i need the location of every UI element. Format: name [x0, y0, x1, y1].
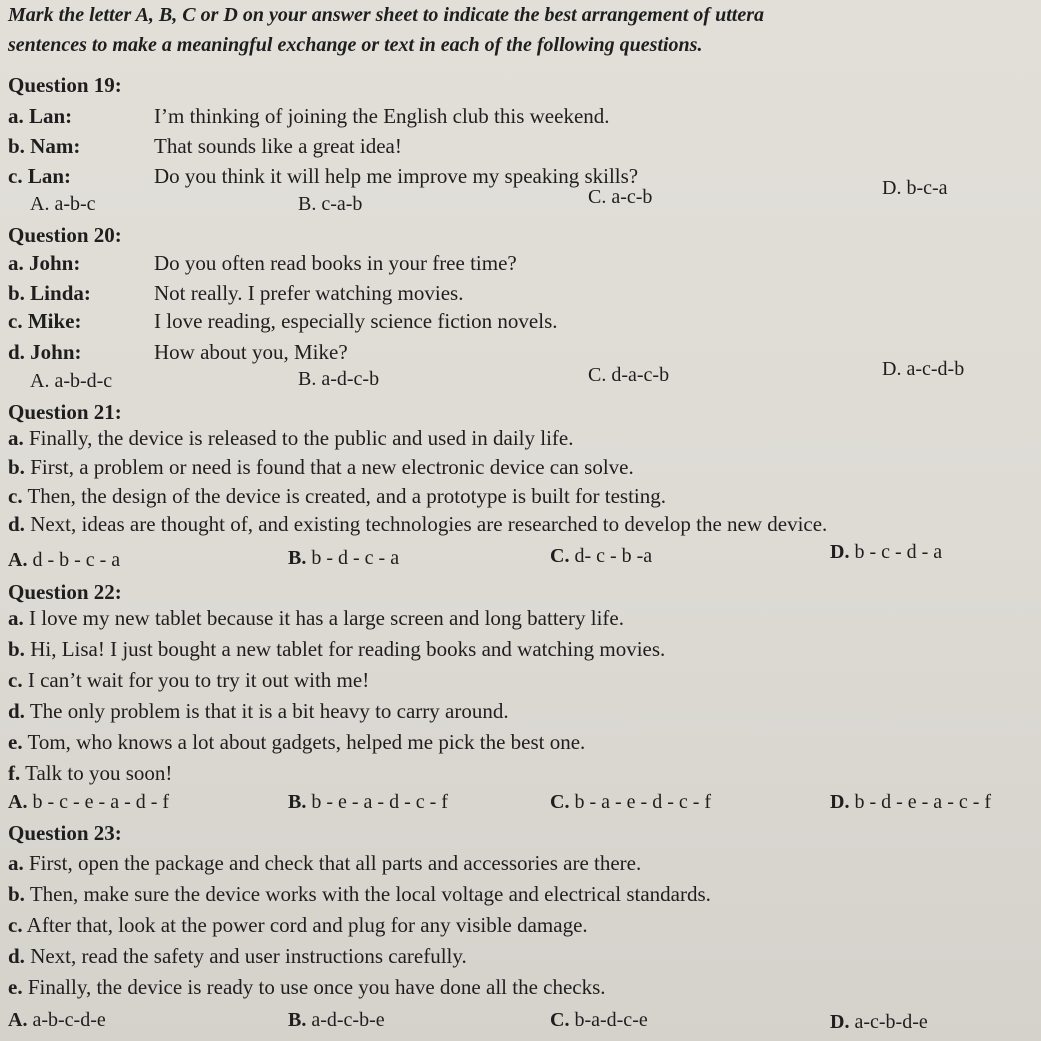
- option-c[interactable]: [550, 543, 652, 569]
- question-20-heading: Question 20:: [8, 223, 122, 247]
- option-a[interactable]: [8, 547, 120, 573]
- question-21-heading: Question 21:: [8, 400, 122, 424]
- option-text: b - c - d - a: [854, 541, 943, 563]
- item-letter: b.: [8, 882, 25, 906]
- list-item: [8, 974, 606, 1000]
- dialogue-line: [8, 163, 638, 189]
- option-a[interactable]: [8, 789, 169, 815]
- option-letter: B.: [298, 368, 317, 390]
- item-letter: e.: [8, 975, 23, 999]
- dialogue-text: I love reading, especially science fiction novels.: [154, 309, 558, 333]
- option-text: a-b-c: [54, 193, 96, 215]
- list-item: [8, 636, 665, 662]
- item-letter: b.: [8, 637, 25, 661]
- dialogue-text: Not really. I prefer watching movies.: [154, 281, 464, 305]
- instruction-line-1: Mark the letter A, B, C or D on your answer sheet to indicate the best arrangement of uttera: [8, 4, 764, 26]
- option-a[interactable]: [8, 1007, 106, 1033]
- item-letter: c.: [8, 913, 23, 937]
- list-item: [8, 729, 585, 755]
- item-letter: d.: [8, 699, 25, 723]
- option-a[interactable]: [30, 191, 96, 217]
- item-text: Finally, the device is released to the public and used in daily life.: [29, 426, 574, 450]
- option-b[interactable]: [298, 366, 379, 392]
- option-b[interactable]: [298, 191, 362, 217]
- item-text: Then, the design of the device is created, and a prototype is built for testing.: [27, 484, 667, 508]
- option-d[interactable]: [882, 175, 948, 201]
- option-d[interactable]: [830, 1009, 928, 1035]
- list-item: [8, 912, 588, 938]
- list-item: [8, 605, 624, 631]
- option-letter: C.: [550, 1009, 570, 1031]
- option-text: a-b-d-c: [54, 370, 113, 392]
- list-item: [8, 511, 827, 537]
- dialogue-line: [8, 103, 610, 129]
- option-c[interactable]: [550, 1007, 648, 1033]
- option-text: a-c-b: [611, 186, 653, 208]
- dialogue-text: That sounds like a great idea!: [154, 134, 402, 158]
- dialogue-text: Do you often read books in your free time?: [154, 251, 517, 275]
- item-text: Hi, Lisa! I just bought a new tablet for reading books and watching movies.: [30, 637, 666, 661]
- item-letter: c.: [8, 484, 23, 508]
- item-letter: a.: [8, 426, 24, 450]
- item-text: Then, make sure the device works with the local voltage and electrical standards.: [29, 882, 711, 906]
- item-letter: b.: [8, 455, 25, 479]
- option-c[interactable]: [588, 184, 652, 210]
- list-item: [8, 698, 509, 724]
- list-item: [8, 483, 666, 509]
- option-letter: B.: [288, 791, 307, 813]
- item-text: I can’t wait for you to try it out with me!: [27, 668, 370, 692]
- option-text: d - b - c - a: [32, 549, 121, 571]
- option-letter: A.: [30, 370, 50, 392]
- item-letter: c.: [8, 668, 23, 692]
- item-text: After that, look at the power cord and plug for any visible damage.: [26, 913, 588, 937]
- list-item: [8, 667, 369, 693]
- list-item: [8, 943, 467, 969]
- item-text: Next, ideas are thought of, and existing technologies are researched to develop the new device.: [30, 512, 828, 536]
- list-item: [8, 881, 711, 907]
- option-a[interactable]: [30, 368, 112, 394]
- option-letter: C.: [550, 545, 570, 567]
- option-text: d-a-c-b: [611, 364, 670, 386]
- item-text: Talk to you soon!: [25, 761, 173, 785]
- option-b[interactable]: [288, 789, 448, 815]
- option-letter: D.: [882, 177, 902, 199]
- question-19-heading: Question 19:: [8, 73, 122, 97]
- instruction-line-2: sentences to make a meaningful exchange or text in each of the following questions.: [8, 34, 703, 56]
- option-letter: D.: [830, 1011, 850, 1033]
- option-text: b - d - e - a - c - f: [854, 791, 992, 813]
- option-letter: A.: [8, 549, 28, 571]
- speaker-label: a. John:: [8, 251, 81, 275]
- option-text: a-c-b-d-e: [854, 1011, 928, 1033]
- item-text: Next, read the safety and user instructions carefully.: [30, 944, 467, 968]
- option-letter: B.: [298, 193, 317, 215]
- speaker-label: c. Lan:: [8, 164, 71, 188]
- option-text: a-b-c-d-e: [32, 1009, 106, 1031]
- list-item: [8, 425, 573, 451]
- option-letter: D.: [830, 541, 850, 563]
- option-text: b-c-a: [906, 177, 948, 199]
- option-text: b - d - c - a: [311, 547, 400, 569]
- speaker-label: c. Mike:: [8, 309, 82, 333]
- speaker-label: b. Linda:: [8, 281, 91, 305]
- item-letter: d.: [8, 512, 25, 536]
- dialogue-text: Do you think it will help me improve my speaking skills?: [154, 164, 639, 188]
- option-letter: A.: [8, 791, 28, 813]
- list-item: [8, 850, 641, 876]
- option-text: b-a-d-c-e: [574, 1009, 648, 1031]
- option-text: c-a-b: [321, 193, 363, 215]
- option-letter: B.: [288, 547, 307, 569]
- option-text: d- c - b -a: [574, 545, 653, 567]
- option-d[interactable]: [830, 539, 942, 565]
- option-letter: A.: [30, 193, 50, 215]
- dialogue-line: [8, 133, 402, 159]
- option-text: a-d-c-b-e: [311, 1009, 385, 1031]
- dialogue-line: [8, 308, 558, 334]
- option-b[interactable]: [288, 1007, 385, 1033]
- option-letter: B.: [288, 1009, 307, 1031]
- speaker-label: a. Lan:: [8, 104, 73, 128]
- option-letter: D.: [830, 791, 850, 813]
- speaker-label: d. John:: [8, 340, 82, 364]
- option-text: a-c-d-b: [906, 358, 965, 380]
- option-c[interactable]: [588, 362, 669, 388]
- item-text: I love my new tablet because it has a large screen and long battery life.: [29, 606, 624, 630]
- item-text: Tom, who knows a lot about gadgets, helped me pick the best one.: [27, 730, 586, 754]
- item-text: Finally, the device is ready to use once you have done all the checks.: [27, 975, 606, 999]
- option-letter: C.: [588, 364, 607, 386]
- option-letter: C.: [588, 186, 607, 208]
- item-letter: d.: [8, 944, 25, 968]
- option-c[interactable]: [550, 789, 711, 815]
- dialogue-line: [8, 250, 517, 276]
- list-item: [8, 760, 172, 786]
- item-letter: a.: [8, 851, 24, 875]
- option-text: b - a - e - d - c - f: [574, 791, 712, 813]
- option-letter: A.: [8, 1009, 28, 1031]
- item-letter: a.: [8, 606, 24, 630]
- item-letter: e.: [8, 730, 23, 754]
- item-letter: f.: [8, 761, 21, 785]
- speaker-label: b. Nam:: [8, 134, 81, 158]
- item-text: First, open the package and check that all parts and accessories are there.: [29, 851, 642, 875]
- question-22-heading: Question 22:: [8, 580, 122, 604]
- option-letter: D.: [882, 358, 902, 380]
- option-d[interactable]: [830, 789, 991, 815]
- option-b[interactable]: [288, 545, 399, 571]
- item-text: First, a problem or need is found that a new electronic device can solve.: [30, 455, 634, 479]
- option-text: a-d-c-b: [321, 368, 380, 390]
- item-text: The only problem is that it is a bit heavy to carry around.: [29, 699, 509, 723]
- option-text: b - c - e - a - d - f: [32, 791, 170, 813]
- dialogue-line: [8, 280, 463, 306]
- dialogue-text: How about you, Mike?: [154, 340, 348, 364]
- dialogue-text: I’m thinking of joining the English club this weekend.: [154, 104, 610, 128]
- dialogue-line: [8, 339, 348, 365]
- option-letter: C.: [550, 791, 570, 813]
- option-d[interactable]: [882, 356, 964, 382]
- option-text: b - e - a - d - c - f: [311, 791, 448, 813]
- question-23-heading: Question 23:: [8, 821, 122, 845]
- list-item: [8, 454, 634, 480]
